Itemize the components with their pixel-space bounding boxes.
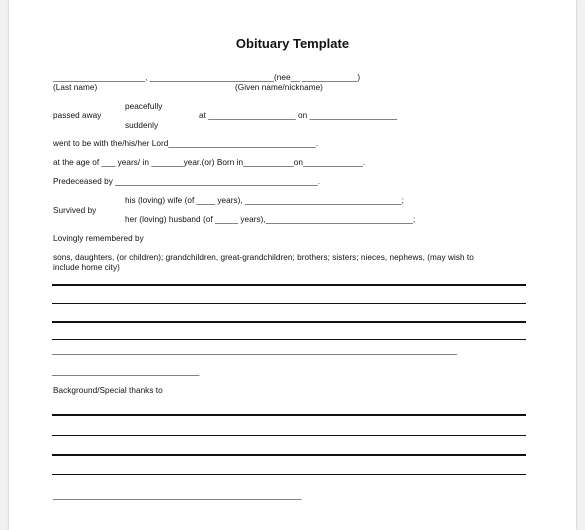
- husband-line[interactable]: her (loving) husband (of _____ years),________________________________;: [125, 215, 416, 224]
- relatives-text-line-2: include home city): [53, 263, 120, 272]
- bottom-writing-line[interactable]: ______________________________________________________: [53, 491, 302, 500]
- relatives-text-line-1: sons, daughters, (or children); grandchildren, great-grandchildren; brothers; sisters; nieces, nephews, (may wish to: [53, 253, 474, 262]
- passed-away-label: passed away: [53, 111, 102, 120]
- writing-line[interactable]: [52, 303, 526, 304]
- name-blanks-line[interactable]: ____________________, ___________________________(nee__ ____________): [53, 73, 361, 82]
- suddenly-option: suddenly: [125, 121, 159, 130]
- writing-line[interactable]: [52, 339, 526, 340]
- writing-line[interactable]: [52, 435, 526, 436]
- writing-line[interactable]: [52, 474, 526, 475]
- wife-line[interactable]: his (loving) wife (of ____ years), __________________________________;: [125, 196, 404, 205]
- last-name-label: (Last name): [53, 83, 98, 92]
- writing-line[interactable]: [52, 454, 526, 456]
- predeceased-line[interactable]: Predeceased by ____________________________________________.: [53, 177, 321, 186]
- page-title: Obituary Template: [235, 36, 350, 51]
- went-to-be-line[interactable]: went to be with the/his/her Lord________________________________.: [53, 139, 319, 148]
- survived-by-label: Survived by: [53, 206, 97, 215]
- short-writing-line[interactable]: ________________________________: [52, 367, 200, 376]
- place-date-blanks[interactable]: at ___________________ on ___________________: [199, 111, 398, 120]
- dashed-writing-line[interactable]: ________________________________________________________________________________________: [52, 346, 458, 355]
- document-page: [9, 0, 576, 530]
- writing-line[interactable]: [52, 414, 526, 416]
- background-thanks-label: Background/Special thanks to: [53, 386, 163, 395]
- given-name-label: (Given name/nickname): [235, 83, 323, 92]
- writing-line[interactable]: [52, 321, 526, 323]
- age-born-line[interactable]: at the age of ___ years/ in _______year.(or) Born in___________on_____________.: [53, 158, 366, 167]
- lovingly-remembered-label: Lovingly remembered by: [53, 234, 144, 243]
- writing-line[interactable]: [52, 284, 526, 286]
- peacefully-option: peacefully: [125, 102, 163, 111]
